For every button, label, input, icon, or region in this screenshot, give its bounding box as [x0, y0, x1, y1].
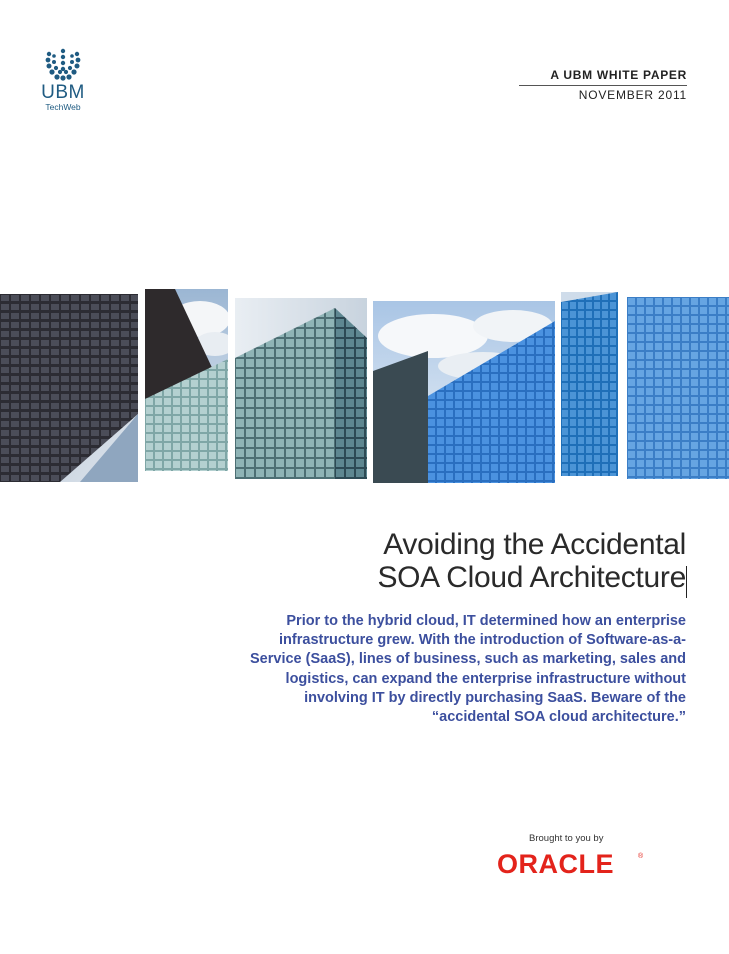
title-line-1: Avoiding the Accidental [383, 528, 686, 561]
title-line-2: SOA Cloud Architecture [377, 561, 686, 594]
registered-mark: ® [638, 853, 644, 860]
building-photo-4 [373, 301, 555, 483]
sponsor-label: Brought to you by [529, 833, 604, 844]
logo-subtitle: TechWeb [45, 102, 81, 112]
ubm-dots-icon [43, 48, 83, 82]
abstract-text: Prior to the hybrid cloud, IT determined how an enterprise infrastructure grew. With the introduction of Software-as-a-Service (SaaS), lines of business, such as marketing, sales and logistics, can expand the enterprise infrastructure without involving IT by directly purchasing SaaS. Beware of the “accidental SOA cloud architecture.” [250, 613, 686, 726]
building-photo-3 [235, 298, 367, 479]
document-type: A UBM WHITE PAPER [519, 68, 687, 86]
building-photo-6 [627, 297, 729, 479]
document-header [519, 68, 687, 102]
document-title [377, 528, 686, 594]
logo-wordmark: UBM [41, 82, 85, 103]
publication-date: NOVEMBER 2011 [578, 88, 687, 102]
oracle-logo: ORACLE [497, 849, 614, 879]
building-photo-5 [561, 292, 618, 476]
ubm-techweb-logo [38, 48, 88, 112]
building-photo-1 [0, 294, 138, 482]
building-photo-2 [145, 289, 228, 471]
text-cursor [686, 566, 687, 598]
